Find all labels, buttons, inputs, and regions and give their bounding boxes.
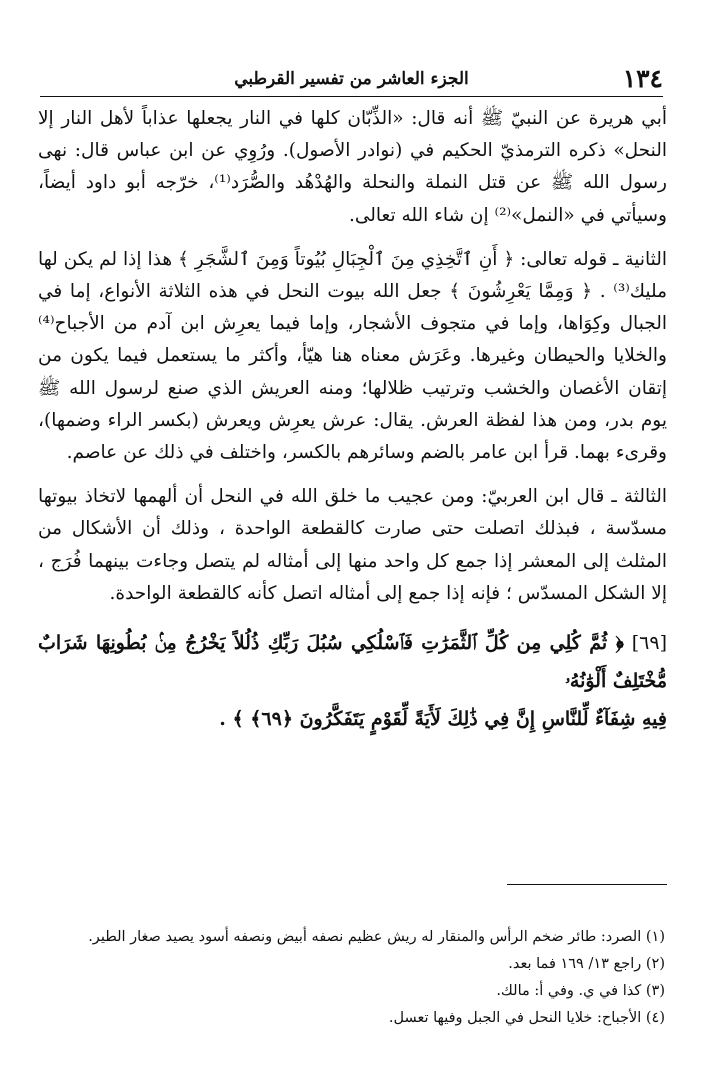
quran-verse: [38, 624, 667, 738]
verse-text-1: ﴿ ثُمَّ كُلِي مِن كُلِّ ٱلثَّمَرَٰتِ فَٱسْلُكِي سُبُلَ رَبِّكِ ذُلُلاً يَخْرُجُ مِنۢ بُطُونِهَا شَرَابٌ مُّخْتَلِفٌ أَلْوَٰنُهُۥ: [38, 632, 667, 693]
paragraph-third: الثالثة ـ قال ابن العربيّ: ومن عجيب ما خلق الله في النحل أن ألهمها لاتخاذ بيوتها مسدّسة ، فبذلك اتصلت حتى صارت كالقطعة الواحدة ، وذلك أن الأشكال من المثلث إلى المعشر إذا جمع كل واحد منها إلى أمثاله لم يتصل وجاءت بينهما فُرَج ، إلا الشكل المسدّس ؛ فإنه إذا جمع إلى أمثاله اتصل كأنه كالقطعة الواحدة.: [38, 486, 667, 604]
running-title: الجزء العاشر من تفسير القرطبي: [234, 69, 469, 89]
footnote-divider: [507, 884, 667, 885]
main-text: [38, 103, 667, 738]
page-header: [40, 62, 663, 97]
paragraph-intro: أبي هريرة عن النبيّ ﷺ أنه قال: «الذِّبّان كلها في النار يجعلها عذاباً لأهل النار إلا النحل» ذكره الترمذيّ الحكيم في (نوادر الأصول). ورُوِي عن ابن عباس قال: نهى رسول الله ﷺ عن قتل النملة والنحلة والهُدْهُد والصُّرَد⁽¹⁾، خرّجه أبو داود أيضاً، وسيأتي في «النمل»⁽²⁾ إن شاء الله تعالى.: [38, 108, 667, 226]
footnote-3: (٣) كذا في ي. وفي أ: مالك.: [496, 983, 665, 999]
verse-line-1: [38, 624, 667, 700]
footnotes: [40, 924, 665, 1032]
verse-number: [٦٩]: [631, 632, 667, 655]
paragraph-second: الثانية ـ قوله تعالى: ﴿ أَنِ ٱتَّخِذِي مِنَ ٱلْجِبَالِ بُيُوتاً وَمِنَ ٱلشَّجَرِ ﴾ هذا إذا لم يكن لها مليك⁽³⁾ . ﴿ وَمِمَّا يَعْرِشُونَ ﴾ جعل الله بيوت النحل في هذه الثلاثة الأنواع، إما في الجبال وكِوَاها، وإما في متجوف الأشجار، وإما فيما يعرِش ابن آدم من الأجباح⁽⁴⁾ والخلايا والحيطان وغيرها. وعَرَش معناه هنا هيّأ، وأكثر ما يستعمل فيما يكون من إتقان الأغصان والخشب وترتيب ظلالها؛ ومنه العريش الذي صنع لرسول الله ﷺ يوم بدر، ومن هذا لفظة العرش. يقال: عرش يعرِش ويعرش (بكسر الراء وضمها)، وقرىء بهما. قرأ ابن عامر بالضم وسائرهم بالكسر، واختلف في ذلك عن عاصم.: [38, 248, 667, 464]
page-number: ١٣٤: [622, 64, 663, 93]
verse-line-2: [38, 700, 667, 738]
footnote-2: (٢) راجع ١٣/ ١٦٩ فما بعد.: [508, 956, 665, 972]
footnote-1: (١) الصرد: طائر ضخم الرأس والمنقار له ريش عظيم نصفه أبيض ونصفه أسود يصيد صغار الطير.: [88, 929, 665, 945]
footnote-4: (٤) الأجباح: خلايا النحل في الجبل وفيها تعسل.: [388, 1010, 665, 1026]
verse-text-2: فِيهِ شِفَآءٌ لِّلنَّاسِ إِنَّ فِي ذَٰلِكَ لَأَيَةً لِّقَوْمٍ يَتَفَكَّرُونَ ﴿٦٩﴾ ﴾ .: [219, 708, 667, 731]
